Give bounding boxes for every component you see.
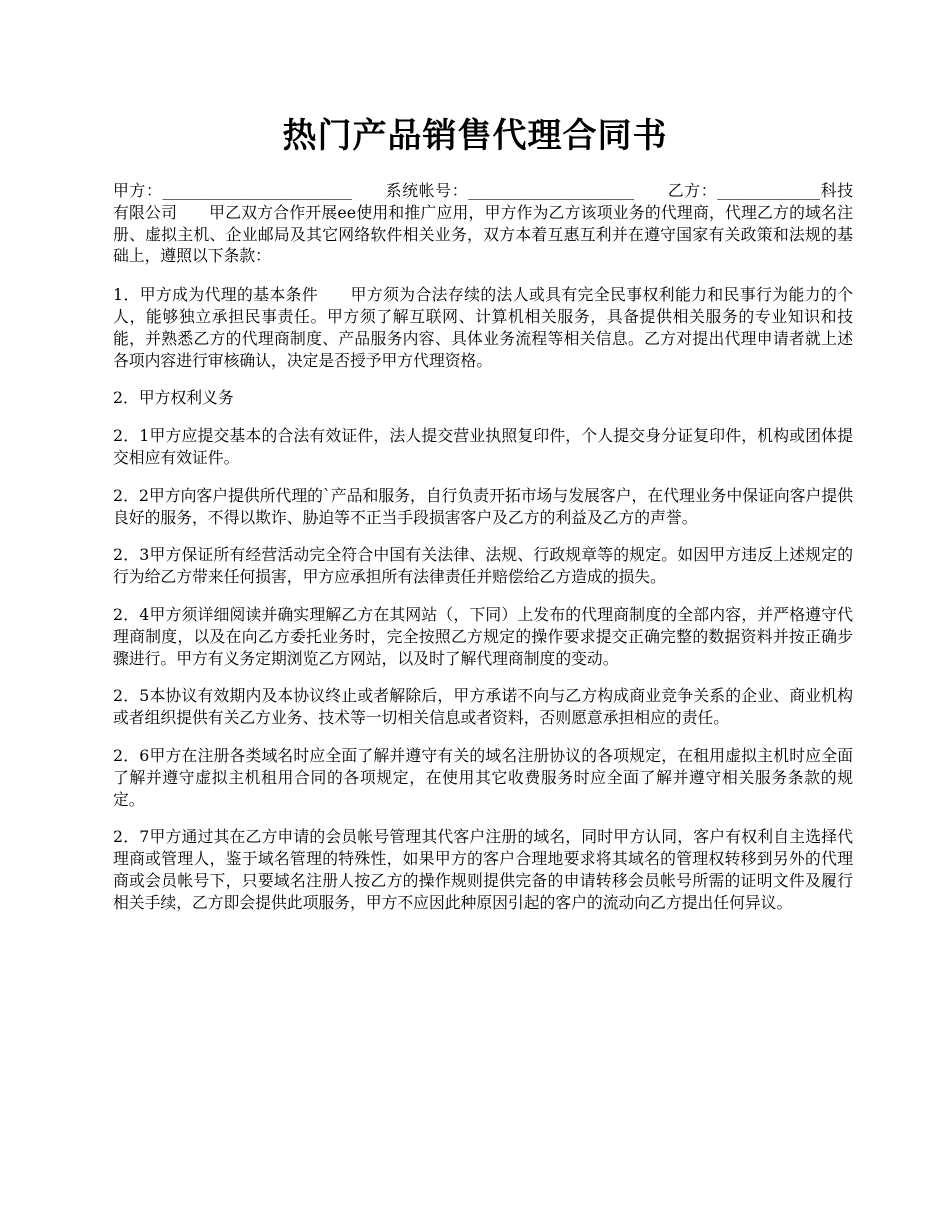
section-2-5-paragraph: 2．5本协议有效期内及本协议终止或者解除后，甲方承诺不向与乙方构成商业竞争关系的企业、商业机构或者组织提供有关乙方业务、技术等一切相关信息或者资料，否则愿意承担相应的责任。 — [113, 686, 853, 728]
section-2-7-paragraph: 2．7甲方通过其在乙方申请的会员帐号管理其代客户注册的域名，同时甲方认同，客户有权利自主选择代理商或管理人，鉴于域名管理的特殊性，如果甲方的客户合理地要求将其域名的管理权转移到另外的代理商或会员帐号下，只要域名注册人按乙方的操作规则提供完备的申请转移会员帐号所需的证明文件及履行相关手续，乙方即会提供此项服务，甲方不应因此种原因引起的客户的流动向乙方提出任何异议。 — [113, 827, 853, 912]
document-title: 热门产品销售代理合同书 — [282, 116, 668, 156]
section-1-paragraph: 1．甲方成为代理的基本条件 甲方须为合法存续的法人或具有完全民事权利能力和民事行为能力的个人，能够独立承担民事责任。甲方须了解互联网、计算机相关服务，具备提供相关服务的专业知识和技能，并熟悉乙方的代理商制度、产品服务内容、具体业务流程等相关信息。乙方对提出代理申请者就上述各项内容进行审核确认，决定是否授予甲方代理资格。 — [113, 285, 853, 370]
document-body — [113, 180, 853, 930]
section-2-heading: 2．甲方权利义务 — [113, 388, 234, 408]
section-2-3-paragraph: 2．3甲方保证所有经营活动完全符合中国有关法律、法规、行政规章等的规定。如因甲方违反上述规定的行为给乙方带来任何损害，甲方应承担所有法律责任并赔偿给乙方造成的损失。 — [113, 545, 853, 587]
intro-paragraph: 甲方：________________________ 系统帐号：_____________________ 乙方：_____________科技有限公司 甲乙双方合作开展ee使用和推广应用，甲方作为乙方该项业务的代理商，代理乙方的域名注册、虚拟主机、企业邮局及其它网络软件相关业务，双方本着互惠互利并在遵守国家有关政策和法规的基础上，遵照以下条款： — [113, 181, 853, 266]
section-2-4-paragraph: 2．4甲方须详细阅读并确实理解乙方在其网站（，下同）上发布的代理商制度的全部内容，并严格遵守代理商制度，以及在向乙方委托业务时，完全按照乙方规定的操作要求提交正确完整的数据资料并按正确步骤进行。甲方有义务定期浏览乙方网站，以及时了解代理商制度的变动。 — [113, 604, 853, 668]
section-2-1-paragraph: 2．1甲方应提交基本的合法有效证件，法人提交营业执照复印件，个人提交身分证复印件，机构或团体提交相应有效证件。 — [113, 426, 853, 467]
section-2-2-paragraph: 2．2甲方向客户提供所代理的`产品和服务，自行负责开拓市场与发展客户，在代理业务中保证向客户提供良好的服务，不得以欺诈、胁迫等不正当手段损害客户及乙方的利益及乙方的声誉。 — [113, 485, 853, 527]
section-2-6-paragraph: 2．6甲方在注册各类域名时应全面了解并遵守有关的域名注册协议的各项规定，在租用虚拟主机时应全面了解并遵守虚拟主机租用合同的各项规定，在使用其它收费服务时应全面了解并遵守相关服务条款的规定。 — [113, 745, 853, 809]
